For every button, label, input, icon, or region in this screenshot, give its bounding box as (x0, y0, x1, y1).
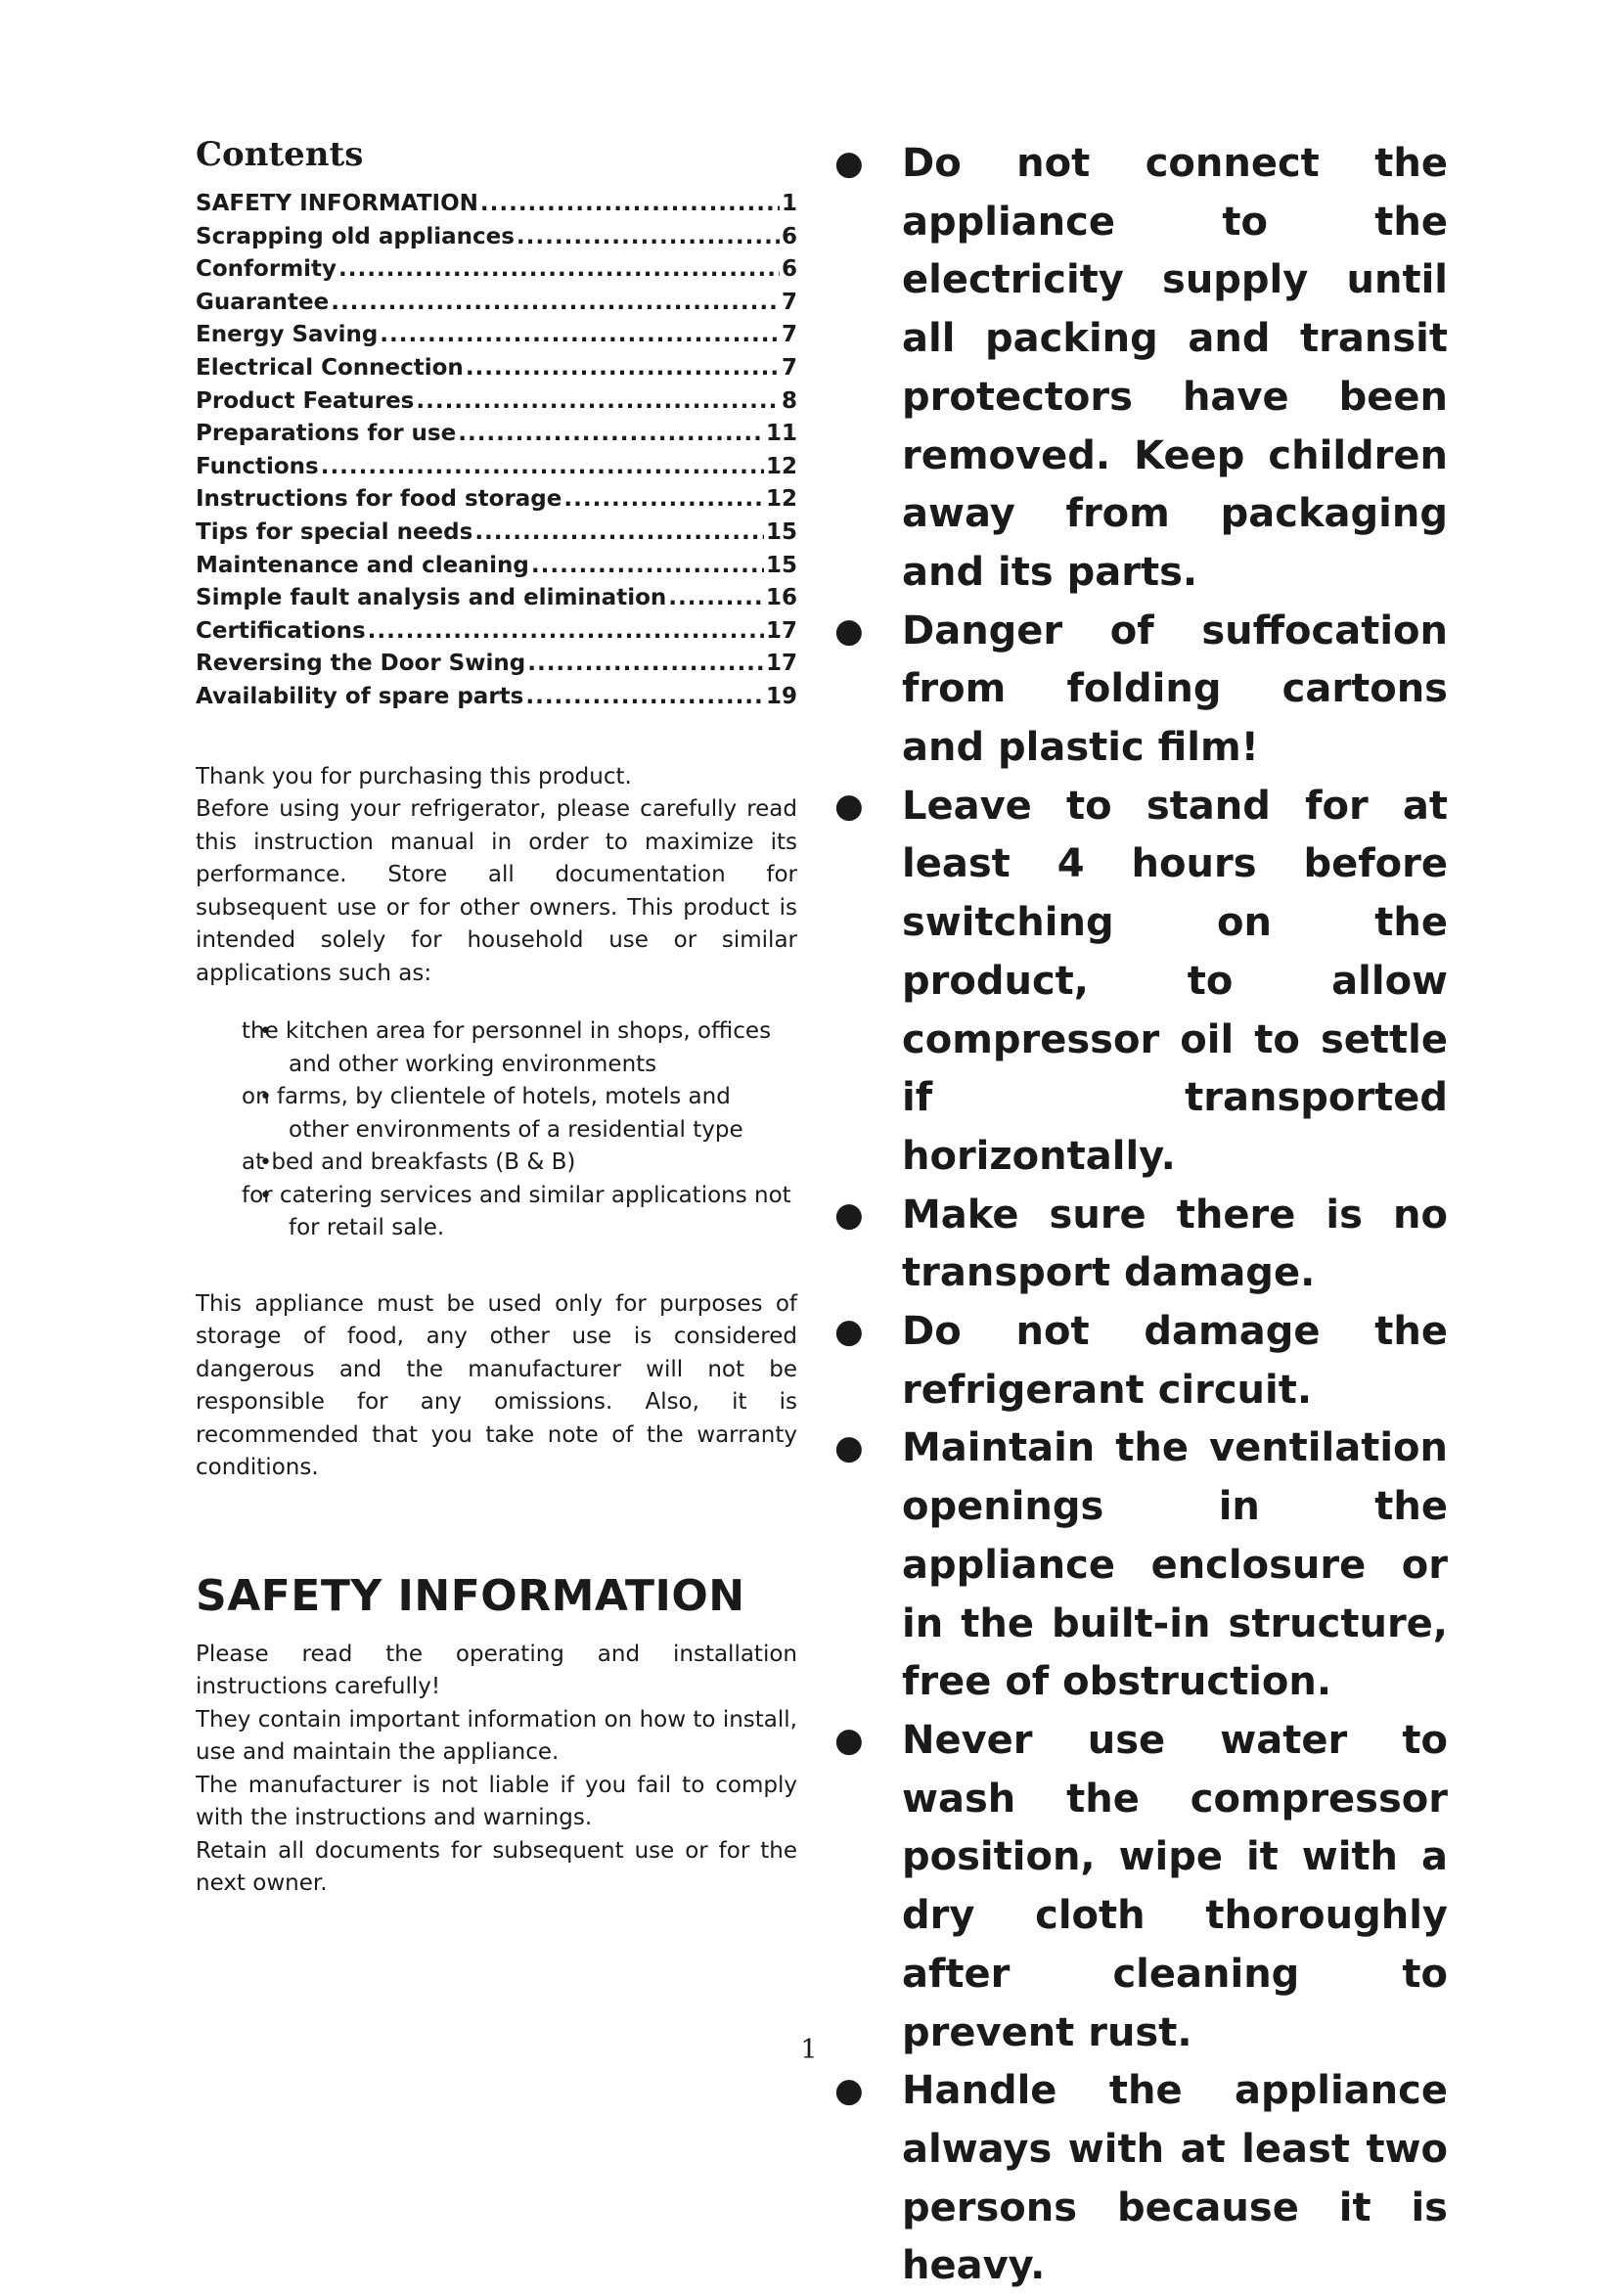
list-item: • for catering services and similar applications not for retail sale. (196, 1180, 797, 1245)
toc-entry[interactable] (196, 253, 797, 287)
warning-item (822, 1187, 1448, 1303)
toc-entry-page: 8 (781, 387, 797, 414)
list-item: • the kitchen area for personnel in shops, offices and other working environments (196, 1015, 797, 1081)
toc-leader (474, 517, 764, 550)
toc-leader (525, 681, 764, 714)
toc-entry[interactable] (196, 287, 797, 320)
toc-entry-title: Tips for special needs (196, 518, 473, 545)
left-column (196, 135, 797, 1901)
toc-leader (380, 319, 780, 352)
toc-entry-title: Instructions for food storage (196, 486, 562, 513)
warning-item (822, 1303, 1448, 1419)
warning-item (822, 1419, 1448, 1712)
toc-entry-title: Reversing the Door Swing (196, 651, 526, 677)
bullet-icon: ● (834, 1312, 864, 1352)
toc-entry[interactable] (196, 451, 797, 484)
bullet-icon: ● (834, 144, 864, 183)
toc-entry-title: Simple fault analysis and elimination (196, 585, 667, 611)
toc-leader (466, 352, 780, 385)
toc-leader (563, 483, 764, 517)
toc-entry-page: 7 (781, 354, 797, 381)
toc-leader (668, 582, 764, 615)
toc-entry[interactable] (196, 681, 797, 714)
toc-entry-title: Availability of spare parts (196, 683, 524, 709)
toc-entry[interactable] (196, 418, 797, 451)
toc-leader (321, 451, 764, 484)
warning-item (822, 1712, 1448, 2062)
toc-leader (480, 188, 780, 221)
toc-entry[interactable] (196, 483, 797, 517)
safety-paragraph: Retain all documents for subsequent use or for the next owner. (196, 1837, 797, 1896)
toc-entry-title: SAFETY INFORMATION (196, 191, 478, 216)
toc-entry-title: Preparations for use (196, 421, 457, 447)
warning-text: Danger of suffocation from folding cartons and plastic film! (902, 608, 1448, 771)
toc-leader (338, 253, 780, 287)
bullet-icon: ● (834, 1428, 864, 1468)
toc-entry-page: 19 (765, 683, 797, 709)
toc-entry-title: Functions (196, 453, 319, 479)
toc-leader (368, 615, 764, 649)
toc-leader (531, 550, 764, 583)
intro-section (196, 761, 797, 991)
toc-entry-title: Electrical Connection (196, 354, 464, 381)
toc-entry-title: Energy Saving (196, 322, 379, 348)
safety-intro (196, 1639, 797, 1901)
toc-entry-title: Conformity (196, 256, 337, 283)
warning-item (822, 2062, 1448, 2296)
warning-text: Maintain the ventilation openings in the appliance enclosure or in the built-in structure, free of obstruction. (902, 1425, 1448, 1705)
intro-body: Before using your refrigerator, please carefully read this instruction manual in order to maximize its performance. Store all documentation for subsequent use or for other owners. This product is intended solely for household use or similar applications such as: (196, 796, 797, 986)
toc-entry[interactable] (196, 385, 797, 419)
toc-entry-title: Product Features (196, 387, 415, 414)
intro-thanks: Thank you for purchasing this product. (196, 763, 632, 789)
toc-leader (416, 385, 780, 419)
toc-entry-title: Guarantee (196, 289, 330, 315)
toc-entry-page: 11 (765, 421, 797, 447)
toc-entry-title: Maintenance and cleaning (196, 552, 529, 578)
toc-entry-page: 16 (765, 585, 797, 611)
toc-entry-page: 17 (765, 651, 797, 677)
toc-entry-page: 15 (765, 518, 797, 545)
toc-entry-title: Certifications (196, 617, 366, 644)
toc-leader (331, 287, 780, 320)
toc-entry-page: 17 (765, 617, 797, 644)
warning-text: Make sure there is no transport damage. (902, 1192, 1448, 1296)
toc-leader (458, 418, 764, 451)
warning-text: Handle the appliance always with at least two persons because it is heavy. (902, 2068, 1448, 2289)
toc-entry-page: 12 (765, 486, 797, 513)
bullet-icon: ● (834, 1194, 864, 1235)
toc-entry-page: 6 (781, 256, 797, 283)
contents-title: Contents (196, 135, 364, 174)
warning-item (822, 778, 1448, 1187)
toc-entry[interactable] (196, 221, 797, 254)
safety-paragraph: They contain important information on how to install, use and maintain the appliance. (196, 1706, 797, 1765)
safety-paragraph: The manufacturer is not liable if you fail to comply with the instructions and warnings. (196, 1772, 797, 1830)
list-item: • at bed and breakfasts (B & B) (196, 1147, 797, 1180)
toc-entry[interactable] (196, 550, 797, 583)
right-column (822, 135, 1448, 2296)
warning-text: Never use water to wash the compressor position, wipe it with a dry cloth thoroughly after cleaning to prevent rust. (902, 1717, 1448, 2055)
toc-entry[interactable] (196, 582, 797, 615)
safety-paragraph: Please read the operating and installation instructions carefully! (196, 1641, 797, 1699)
bullet-icon: ● (834, 2071, 864, 2111)
toc-entry-page: 7 (781, 322, 797, 348)
purpose-paragraph: This appliance must be used only for purposes of storage of food, any other use is considered dangerous and the manufacturer will not be responsible for any omissions. Also, it is recommended that you take note of the warranty conditions. (196, 1290, 797, 1480)
toc-entry[interactable] (196, 319, 797, 352)
bullet-icon: ● (834, 610, 864, 651)
toc-entry[interactable] (196, 615, 797, 649)
toc-entry[interactable] (196, 188, 797, 221)
toc-leader (527, 648, 764, 681)
toc-entry-page: 6 (781, 223, 797, 249)
toc-entry[interactable] (196, 352, 797, 385)
warning-text: Leave to stand for at least 4 hours before switching on the product, to allow compressor oil to settle if transported horizontally. (902, 783, 1448, 1179)
warning-text: Do not damage the refrigerant circuit. (902, 1309, 1448, 1413)
toc-entry-page: 7 (781, 289, 797, 315)
warning-text: Do not connect the appliance to the electricity supply until all packing and transit protectors have been removed. Keep children away from packaging and its parts. (902, 141, 1448, 595)
toc-entry[interactable] (196, 648, 797, 681)
table-of-contents (196, 188, 797, 714)
safety-heading: SAFETY INFORMATION (196, 1570, 745, 1621)
warning-item (822, 603, 1448, 778)
toc-entry-page: 12 (765, 453, 797, 479)
safety-warnings-list (822, 135, 1448, 2296)
toc-leader (517, 221, 780, 254)
toc-entry-page: 1 (781, 191, 797, 216)
bullet-icon: ● (834, 1720, 864, 1760)
page-number: 1 (800, 2035, 818, 2065)
bullet-icon: ● (834, 786, 864, 826)
toc-entry-title: Scrapping old appliances (196, 223, 515, 249)
toc-entry-page: 15 (765, 552, 797, 578)
intended-uses-list (196, 1015, 797, 1245)
warning-item (822, 135, 1448, 603)
list-item: • on farms, by clientele of hotels, motels and other environments of a residential type (196, 1081, 797, 1147)
toc-entry[interactable] (196, 517, 797, 550)
